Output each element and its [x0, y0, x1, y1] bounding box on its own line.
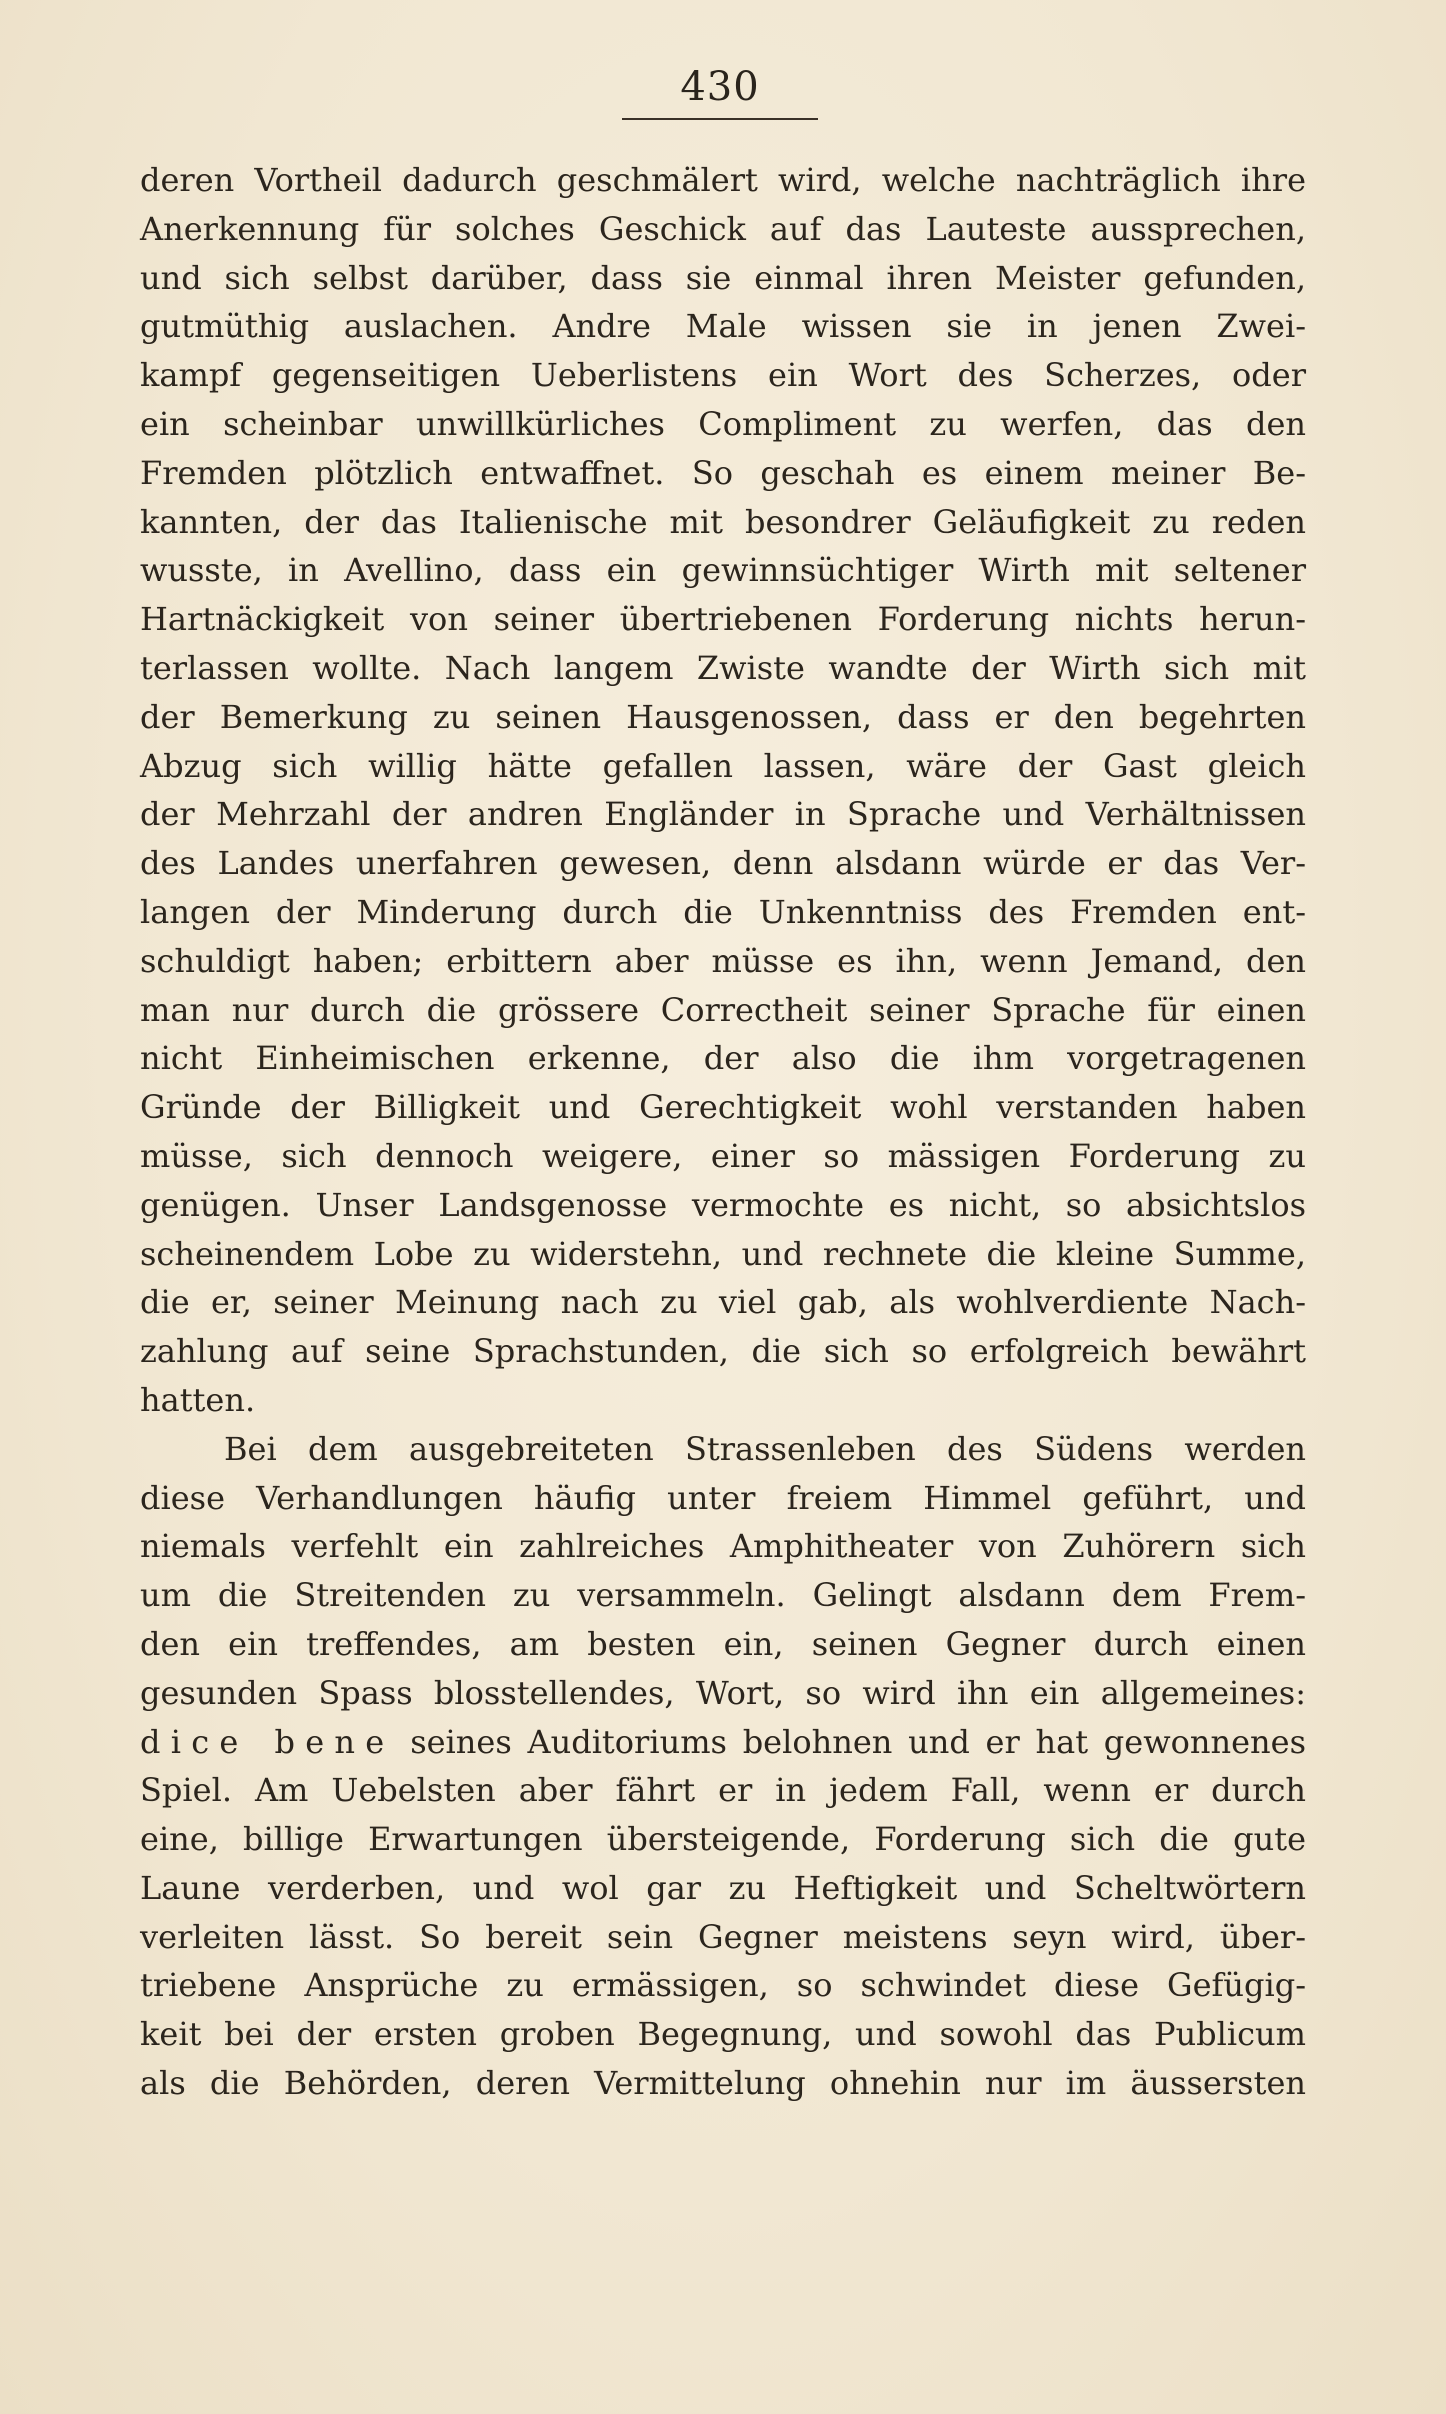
text-line: Abzug sich willig hätte gefallen lassen, wäre der Gast gleich [140, 746, 1306, 785]
text-line: kannten, der das Italienische mit besondrer Geläufigkeit zu reden [140, 502, 1306, 541]
text-line: Gründe der Billigkeit und Gerechtigkeit wohl verstanden haben [140, 1088, 1306, 1127]
text-line: zahlung auf seine Sprachstunden, die sich so erfolgreich bewährt [140, 1332, 1306, 1371]
paragraph-end-line: hatten. [140, 1380, 256, 1419]
text-line: Anerkennung für solches Geschick auf das Lauteste aussprechen, [140, 209, 1306, 248]
text-line: als die Behörden, deren Vermittelung ohnehin nur im äussersten [140, 2064, 1306, 2103]
text-line: ein scheinbar unwillkürliches Compliment zu werfen, das den [140, 404, 1306, 443]
page-number: 430 [680, 64, 760, 110]
text-line: wusste, in Avellino, dass ein gewinnsüchtiger Wirth mit seltener [140, 551, 1306, 590]
text-line: langen der Minderung durch die Unkenntniss des Fremden ent- [140, 892, 1306, 931]
body-text [140, 156, 1306, 2108]
text-line-spaced [140, 1718, 1306, 1767]
text-line: kampf gegenseitigen Ueberlistens ein Wort des Scherzes, oder [140, 356, 1306, 395]
text-line: Hartnäckigkeit von seiner übertriebenen Forderung nichts herun- [140, 600, 1306, 639]
text-line: verleiten lässt. So bereit sein Gegner meistens seyn wird, über- [140, 1917, 1306, 1956]
text-line: der Mehrzahl der andren Engländer in Sprache und Verhältnissen [140, 795, 1306, 834]
text-line: um die Streitenden zu versammeln. Gelingt alsdann dem Frem- [140, 1576, 1306, 1615]
text-line-rest: seines Auditoriums belohnen und er hat gewonnenes [394, 1722, 1306, 1761]
text-line: die er, seiner Meinung nach zu viel gab, als wohlverdiente Nach- [140, 1283, 1306, 1322]
text-line: gutmüthig auslachen. Andre Male wissen sie in jenen Zwei- [140, 307, 1306, 346]
spaced-phrase: dice bene [140, 1722, 395, 1761]
page-number-rule [622, 118, 818, 120]
text-line: diese Verhandlungen häufig unter freiem Himmel geführt, und [140, 1478, 1306, 1517]
text-line: nicht Einheimischen erkenne, der also die ihm vorgetragenen [140, 1039, 1306, 1078]
text-line: Laune verderben, und wol gar zu Heftigkeit und Scheltwörtern [140, 1868, 1306, 1907]
text-line: niemals verfehlt ein zahlreiches Amphitheater von Zuhörern sich [140, 1527, 1306, 1566]
text-line: der Bemerkung zu seinen Hausgenossen, dass er den begehrten [140, 697, 1306, 736]
text-line: den ein treffendes, am besten ein, seinen Gegner durch einen [140, 1624, 1306, 1663]
text-line: terlassen wollte. Nach langem Zwiste wandte der Wirth sich mit [140, 648, 1306, 687]
text-line: des Landes unerfahren gewesen, denn alsdann würde er das Ver- [140, 844, 1306, 883]
text-line: schuldigt haben; erbittern aber müsse es ihn, wenn Jemand, den [140, 941, 1306, 980]
text-line: man nur durch die grössere Correctheit seiner Sprache für einen [140, 990, 1306, 1029]
text-line: eine, billige Erwartungen übersteigende, Forderung sich die gute [140, 1820, 1306, 1859]
text-line: genügen. Unser Landsgenosse vermochte es nicht, so absichtslos [140, 1185, 1306, 1224]
text-line: Fremden plötzlich entwaffnet. So geschah es einem meiner Be- [140, 453, 1306, 492]
text-line: deren Vortheil dadurch geschmälert wird, welche nachträglich ihre [140, 161, 1306, 199]
paragraph-start-line: Bei dem ausgebreiteten Strassenleben des Südens werden [224, 1429, 1306, 1468]
text-line: gesunden Spass blosstellendes, Wort, so wird ihn ein allgemeines: [140, 1673, 1306, 1712]
text-line: triebene Ansprüche zu ermässigen, so schwindet diese Gefügig- [140, 1966, 1306, 2005]
text-line: und sich selbst darüber, dass sie einmal ihren Meister gefunden, [140, 258, 1306, 297]
text-line: müsse, sich dennoch weigere, einer so mässigen Forderung zu [140, 1136, 1306, 1175]
text-line: Spiel. Am Uebelsten aber fährt er in jedem Fall, wenn er durch [140, 1771, 1306, 1810]
text-line: keit bei der ersten groben Begegnung, und sowohl das Publicum [140, 2015, 1306, 2054]
text-line: scheinendem Lobe zu widerstehn, und rechnete die kleine Summe, [140, 1234, 1306, 1273]
